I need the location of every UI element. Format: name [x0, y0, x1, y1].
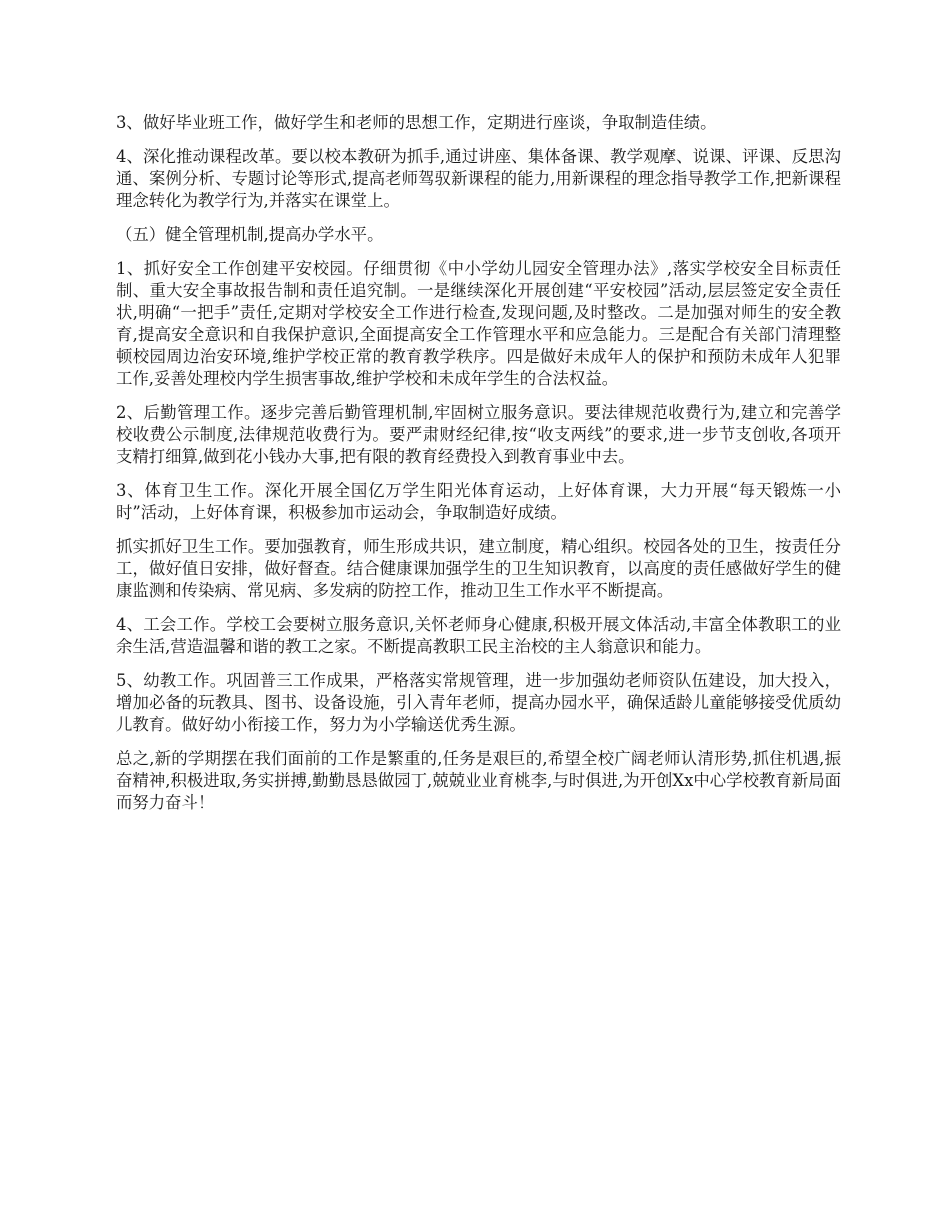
paragraph-union-work: 4、工会工作。学校工会要树立服务意识,关怀老师身心健康,积极开展文体活动,丰富全体教职工的业余生活,营造温馨和谐的教工之家。不断提高教职工民主治校的主人翁意识和能力。 — [116, 615, 841, 656]
paragraph-curriculum-reform: 4、深化推动课程改革。要以校本教研为抓手,通过讲座、集体备课、教学观摩、说课、评课、反思沟通、案例分析、专题讨论等形式,提高老师驾驭新课程的能力,用新课程的理念指导教学工作,把新课程理念转化为教学行为,并落实在课堂上。 — [116, 147, 841, 210]
paragraph-preschool-work: 5、幼教工作。巩固普三工作成果，严格落实常规管理，进一步加强幼老师资队伍建设，加大投入，增加必备的玩教具、图书、设备设施，引入青年老师，提高办园水平，确保适龄儿童能够接受优质幼儿教育。做好幼小衔接工作，努力为小学输送优秀生源。 — [116, 671, 841, 734]
paragraph-conclusion: 总之,新的学期摆在我们面前的工作是繁重的,任务是艰巨的,希望全校广阔老师认清形势,抓住机遇,振奋精神,积极进取,务实拼搏,勤勤恳恳做园丁,兢兢业业育桃李,与时俱进,为开创Xx中心学校教育新局面而努力奋斗！ — [116, 749, 841, 812]
paragraph-logistics-management: 2、后勤管理工作。逐步完善后勤管理机制,牢固树立服务意识。要法律规范收费行为,建立和完善学校收费公示制度,法律规范收费行为。要严肃财经纪律,按“收支两线”的要求,进一步节支创收,各项开支精打细算,做到花小钱办大事,把有限的教育经费投入到教育事业中去。 — [116, 403, 841, 466]
document-page — [116, 112, 841, 826]
section-heading-management: （五）健全管理机制,提高办学水平。 — [116, 225, 384, 244]
paragraph-safety-work: 1、抓好安全工作创建平安校园。仔细贯彻《中小学幼儿园安全管理办法》,落实学校安全目标责任制、重大安全事故报告制和责任追究制。一是继续深化开展创建“平安校园”活动,层层签定安全责任状,明确“一把手”责任,定期对学校安全工作进行检查,发现问题,及时整改。二是加强对师生的安全教育,提高安全意识和自我保护意识,全面提高安全工作管理水平和应急能力。三是配合有关部门清理整顿校园周边治安环境,维护学校正常的教育教学秩序。四是做好未成年人的保护和预防未成年人犯罪工作,妥善处理校内学生损害事故,维护学校和未成年学生的合法权益。 — [116, 259, 841, 388]
paragraph-graduating-class: 3、做好毕业班工作，做好学生和老师的思想工作，定期进行座谈，争取制造佳绩。 — [116, 113, 717, 132]
paragraph-hygiene-work: 抓实抓好卫生工作。要加强教育，师生形成共识，建立制度，精心组织。校园各处的卫生，按责任分工，做好值日安排，做好督查。结合健康课加强学生的卫生知识教育，以高度的责任感做好学生的健康监测和传染病、常见病、多发病的防控工作，推动卫生工作水平不断提高。 — [116, 537, 841, 600]
paragraph-sports-work: 3、体育卫生工作。深化开展全国亿万学生阳光体育运动，上好体育课，大力开展“每天锻炼一小时”活动，上好体育课，积极参加市运动会，争取制造好成绩。 — [116, 481, 841, 522]
